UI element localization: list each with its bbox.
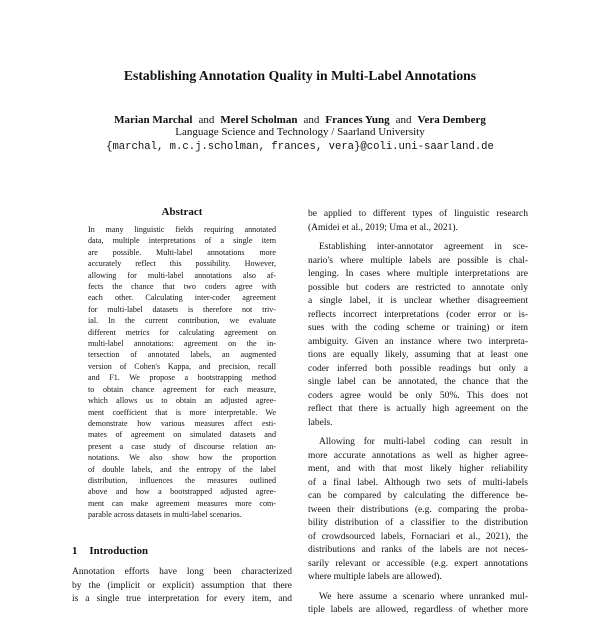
text-line: We here assume a scenario where unranked mul- bbox=[319, 591, 528, 602]
text-line: ambiguity. Given an instance where two interpreta- bbox=[308, 336, 528, 347]
text-line: Annotation efforts have long been characterized bbox=[72, 567, 292, 577]
text-line: can be compared by calculating the difference be- bbox=[308, 491, 528, 501]
text-line: tersection of annotated labels, an augmented bbox=[88, 350, 276, 360]
paragraph bbox=[308, 591, 528, 618]
paper-title: Establishing Annotation Quality in Multi-Label Annotations bbox=[123, 68, 477, 83]
text-line: labels. bbox=[308, 417, 333, 428]
text-line: distribution, influences the measures outlined bbox=[88, 475, 276, 485]
text-line: where multiple labels are allowed). bbox=[308, 572, 442, 582]
text-line: In many linguistic fields requiring annotated bbox=[88, 225, 276, 234]
text-line: fects the chance that two coders agree with bbox=[88, 282, 276, 292]
text-line: distributions and ranks of the labels are not neces- bbox=[308, 545, 528, 555]
text-line: be applied to different types of linguistic research bbox=[308, 209, 528, 219]
author-name: Merel Scholman bbox=[220, 114, 298, 126]
text-line: sarily relevant or accessible (e.g. expert annotations bbox=[308, 558, 528, 569]
section-heading-introduction bbox=[72, 545, 148, 557]
abstract-body bbox=[88, 224, 276, 521]
text-line: reflects incorrect interpretations (coder error or is- bbox=[308, 309, 528, 320]
text-line: are possible. Multi-label annotations more bbox=[88, 247, 276, 257]
right-column bbox=[308, 208, 528, 618]
text-line: data, multiple interpretations of a single item bbox=[88, 236, 276, 246]
text-line: notations. We also show how the proportion bbox=[88, 453, 276, 463]
text-line: possible but coders are restricted to annotate only bbox=[308, 282, 528, 293]
text-line: tiple labels are allowed, regardless of whether more bbox=[308, 605, 528, 615]
author-name: Marian Marchal bbox=[114, 114, 193, 126]
text-line: of a final label. Although two sets of multi-labels bbox=[308, 477, 528, 488]
text-line: mates of agreement on simulated datasets and bbox=[88, 430, 276, 440]
paragraph bbox=[308, 436, 528, 585]
text-line: above and how a bootstrapped adjusted agree- bbox=[88, 487, 276, 497]
introduction-body bbox=[72, 566, 292, 607]
text-line: for multi-label datasets is therefore not triv- bbox=[88, 304, 276, 314]
text-line: Allowing for multi-label coding can result in bbox=[319, 437, 528, 447]
author-separator: and bbox=[198, 114, 215, 126]
text-line: ment, and with that most likely higher reliability bbox=[308, 464, 528, 474]
text-line: (Amidei et al., 2019; Uma et al., 2021). bbox=[308, 222, 458, 233]
text-line: ment coefficient that is more interpretable. We bbox=[88, 407, 276, 417]
text-line: each other. Calculating inter-coder agreement bbox=[88, 293, 276, 303]
author-emails: {marchal, m.c.j.scholman, frances, vera}@coli.uni-saarland.de bbox=[106, 141, 494, 153]
paragraph bbox=[308, 241, 528, 430]
text-line: coders agree would be only 50%. This does not bbox=[308, 390, 528, 401]
text-line: by the (implicit or explicit) assumption that there bbox=[72, 580, 292, 591]
author-separator: and bbox=[303, 114, 320, 126]
author-list bbox=[0, 113, 600, 127]
text-line: bility distribution of a classifier to the distribution bbox=[308, 518, 528, 528]
text-line: ial. In the current contribution, we evaluate bbox=[88, 316, 276, 326]
text-line: present a case study of discourse relation an- bbox=[88, 441, 276, 451]
text-line: of crowdsourced labels, Fornaciari et al., 2021), the bbox=[308, 531, 528, 542]
text-line: nario's where multiple labels are possible is chal- bbox=[308, 255, 528, 266]
text-line: coder inferred both possible readings but only a bbox=[308, 363, 528, 374]
text-line: reflect that there is actually high agreement on the bbox=[308, 404, 528, 414]
text-line: single label can be annotated, the chance that the bbox=[308, 377, 528, 387]
text-line: more accurate annotations as well as higher agree- bbox=[308, 450, 528, 461]
paragraph bbox=[308, 208, 528, 235]
section-title: Introduction bbox=[89, 545, 149, 557]
text-line: ment can make agreement measures more com- bbox=[88, 498, 276, 508]
text-line: different metrics for calculating agreement on bbox=[88, 327, 276, 337]
text-line: multi-label annotations: agreement on the in- bbox=[88, 339, 276, 349]
text-line: tween their distributions (e.g. comparing the proba- bbox=[308, 504, 528, 515]
affiliation: Language Science and Technology / Saarland University bbox=[175, 126, 425, 138]
text-line: parable across datasets in multi-label scenarios. bbox=[88, 510, 242, 520]
text-line: version of Cohen's Kappa, and precision, recall bbox=[88, 361, 276, 371]
text-line: is a single true interpretation for every item, and bbox=[72, 594, 292, 604]
text-line: allowing for multi-label annotations also af- bbox=[88, 270, 276, 280]
author-name: Vera Demberg bbox=[417, 114, 486, 126]
text-line: to obtain chance agreement for each measure, bbox=[88, 384, 276, 394]
text-line: Establishing inter-annotator agreement in sce- bbox=[319, 242, 528, 252]
text-line: sues with the coding scheme or training) or item bbox=[308, 323, 528, 333]
author-separator: and bbox=[395, 114, 412, 126]
text-line: accurately reflect this possibility. However, bbox=[88, 259, 276, 269]
abstract-heading: Abstract bbox=[161, 206, 203, 218]
text-line: demonstrate how various measures affect esti- bbox=[88, 418, 276, 428]
text-line: which allows us to obtain an adjusted agree- bbox=[88, 396, 276, 406]
text-line: of double labels, and the entropy of the label bbox=[88, 464, 276, 474]
section-number: 1 bbox=[72, 545, 78, 557]
text-line: tions are equally likely, assuming that at least one bbox=[308, 350, 528, 360]
text-line: and F1. We propose a bootstrapping method bbox=[88, 373, 276, 383]
text-line: lenging. In cases where multiple interpretations are bbox=[308, 269, 528, 279]
text-line: a single label, it is unclear whether disagreement bbox=[308, 296, 528, 306]
author-name: Frances Yung bbox=[325, 114, 390, 126]
